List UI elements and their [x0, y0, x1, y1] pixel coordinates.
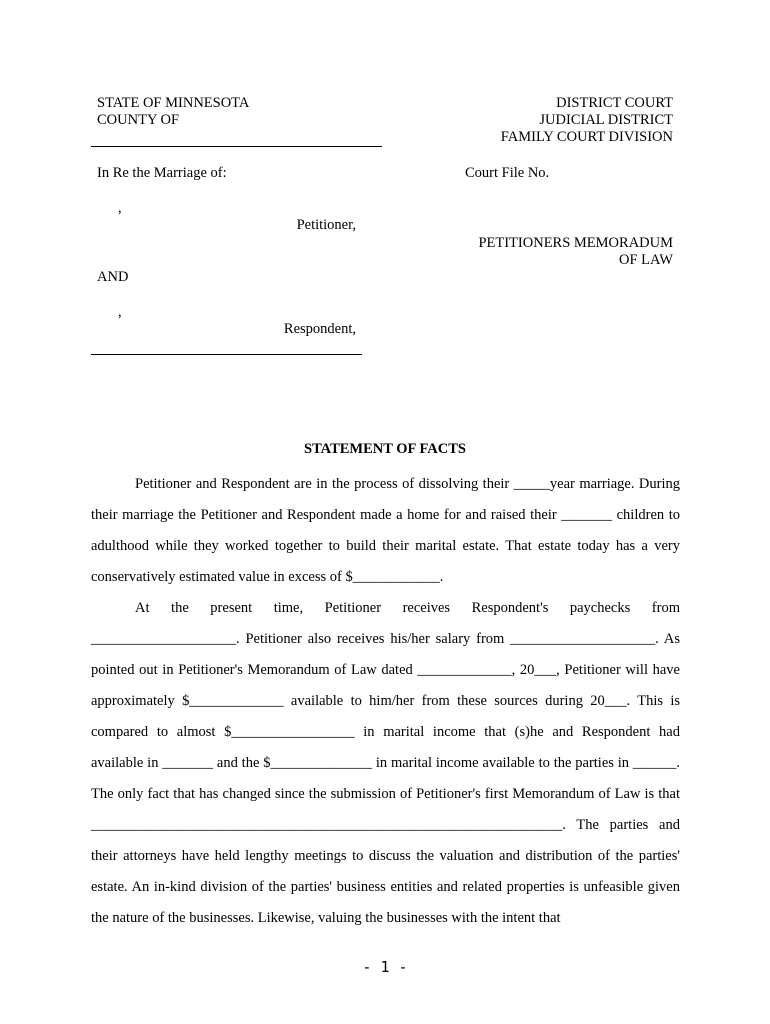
court-file-label: Court File No.: [465, 165, 550, 181]
section-heading: STATEMENT OF FACTS: [304, 441, 466, 457]
division-label: FAMILY COURT DIVISION: [500, 129, 673, 145]
caption-closing-line: [91, 354, 362, 355]
paragraph: At the present time, Petitioner receives Respondent's paychecks from ____________________. Petitioner also receives his/her salary from ____________________. As pointed out in Petitioner's Memorandum of Law dated _____________, 20___, Petitioner will have approximately $_____________ available to him/her from these sources during 20___. This is compared to almost $_________________ in marital income that (s)he and Respondent had available in _______ and the $______________ in marital income available to the parties in ______. The only fact that has changed since the submission of Petitioner's first Memorandum of Law is that _________________________________________________________________. The parties and their attorneys have held lengthy meetings to discuss the valuation and distribution of the parties' estate. An in-kind division of the parties' business entities and related properties is unfeasible given the nature of the businesses. Likewise, valuing the businesses with the intent that: [91, 600, 680, 926]
county-label: COUNTY OF: [97, 112, 180, 128]
petitioner-label: Petitioner,: [296, 217, 356, 233]
court-label: DISTRICT COURT: [556, 95, 673, 111]
body-text: [91, 469, 680, 934]
in-re-label: In Re the Marriage of:: [97, 165, 227, 181]
document-title-line1: PETITIONERS MEMORADUM: [478, 235, 673, 251]
and-label: AND: [97, 269, 129, 285]
respondent-label: Respondent,: [283, 321, 356, 337]
county-signature-line: [91, 146, 382, 147]
state-label: STATE OF MINNESOTA: [97, 95, 250, 111]
page-number: - 1 -: [362, 958, 408, 976]
paragraph: Petitioner and Respondent are in the process of dissolving their _____year marriage. During their marriage the Petitioner and Respondent made a home for and raised their _______ children to adulthood while they worked together to build their marital estate. That estate today has a very conservatively estimated value in excess of $____________.: [91, 476, 680, 585]
document-title-line2: OF LAW: [618, 252, 673, 268]
petitioner-name-comma: ,: [118, 200, 122, 216]
respondent-name-comma: ,: [118, 304, 122, 320]
district-label: JUDICIAL DISTRICT: [539, 112, 673, 128]
